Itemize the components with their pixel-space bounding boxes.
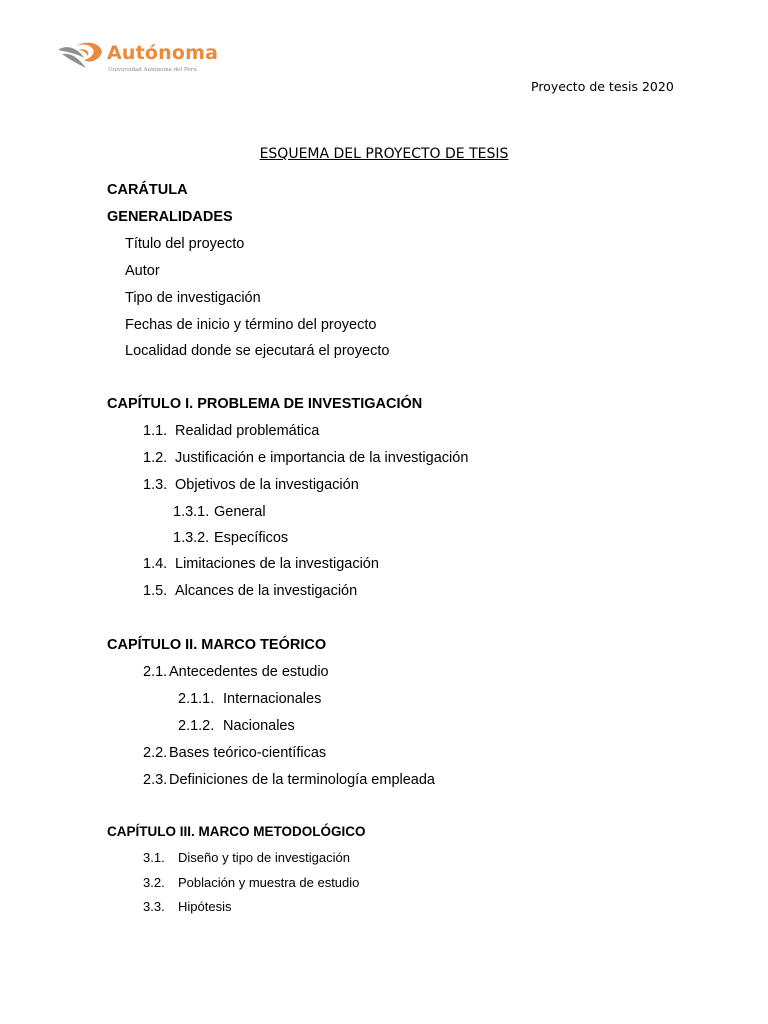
item-number: 1.3.2. [173, 530, 210, 546]
list-item [143, 850, 350, 865]
item-number: 2.2. [143, 745, 168, 761]
heading-generalidades: GENERALIDADES [107, 209, 233, 225]
item-text: Diseño y tipo de investigación [178, 850, 350, 865]
item-number: 1.2. [143, 450, 168, 466]
item-number: 3.1. [143, 850, 165, 865]
list-item [178, 718, 295, 734]
list-item [178, 691, 321, 707]
item-text: Nacionales [223, 718, 295, 734]
list-item: Localidad donde se ejecutará el proyecto [125, 343, 390, 359]
item-text: Realidad problemática [175, 423, 320, 439]
logo-name: Autónoma [107, 42, 219, 64]
list-item [173, 504, 266, 520]
heading-capitulo-1: CAPÍTULO I. PROBLEMA DE INVESTIGACIÓN [107, 396, 423, 412]
item-number: 2.1. [143, 664, 168, 680]
item-number: 1.3. [143, 477, 168, 493]
heading-capitulo-3: CAPÍTULO III. MARCO METODOLÓGICO [107, 824, 366, 839]
heading-caratula: CARÁTULA [107, 182, 188, 198]
item-number: 2.1.2. [178, 718, 215, 734]
list-item: Título del proyecto [125, 236, 245, 252]
logo-swoosh-icon [56, 40, 106, 74]
heading-capitulo-2: CAPÍTULO II. MARCO TEÓRICO [107, 637, 327, 653]
list-item [143, 772, 435, 788]
list-item: Tipo de investigación [125, 290, 261, 306]
list-item: Autor [125, 263, 160, 279]
item-number: 1.4. [143, 556, 168, 572]
list-item [143, 745, 326, 761]
item-text: Población y muestra de estudio [178, 875, 360, 890]
item-number: 2.1.1. [178, 691, 215, 707]
list-item [143, 450, 468, 466]
list-item [143, 423, 319, 439]
university-logo [56, 40, 219, 80]
item-text: Definiciones de la terminología empleada [169, 772, 435, 788]
list-item [143, 583, 357, 599]
header-project-label: Proyecto de tesis 2020 [531, 79, 674, 94]
item-text: General [214, 504, 266, 520]
item-text: Justificación e importancia de la investigación [175, 450, 469, 466]
item-text: Específicos [214, 530, 289, 546]
document-title: ESQUEMA DEL PROYECTO DE TESIS [259, 146, 509, 162]
item-text: Objetivos de la investigación [175, 477, 359, 493]
list-item [143, 875, 359, 890]
item-number: 1.5. [143, 583, 168, 599]
list-item [173, 530, 288, 546]
item-text: Alcances de la investigación [175, 583, 358, 599]
item-text: Limitaciones de la investigación [175, 556, 379, 572]
item-text: Bases teórico-científicas [169, 745, 327, 761]
item-number: 2.3. [143, 772, 168, 788]
item-number: 3.2. [143, 875, 165, 890]
list-item [143, 556, 379, 572]
item-text: Hipótesis [178, 899, 232, 914]
list-item [143, 899, 231, 914]
list-item [143, 664, 329, 680]
list-item: Fechas de inicio y término del proyecto [125, 317, 377, 333]
logo-tagline: Universidad Autónoma del Perú [108, 67, 197, 73]
item-text: Antecedentes de estudio [169, 664, 329, 680]
item-number: 1.1. [143, 423, 168, 439]
item-number: 3.3. [143, 899, 165, 914]
item-number: 1.3.1. [173, 504, 210, 520]
list-item [143, 477, 359, 493]
item-text: Internacionales [223, 691, 322, 707]
